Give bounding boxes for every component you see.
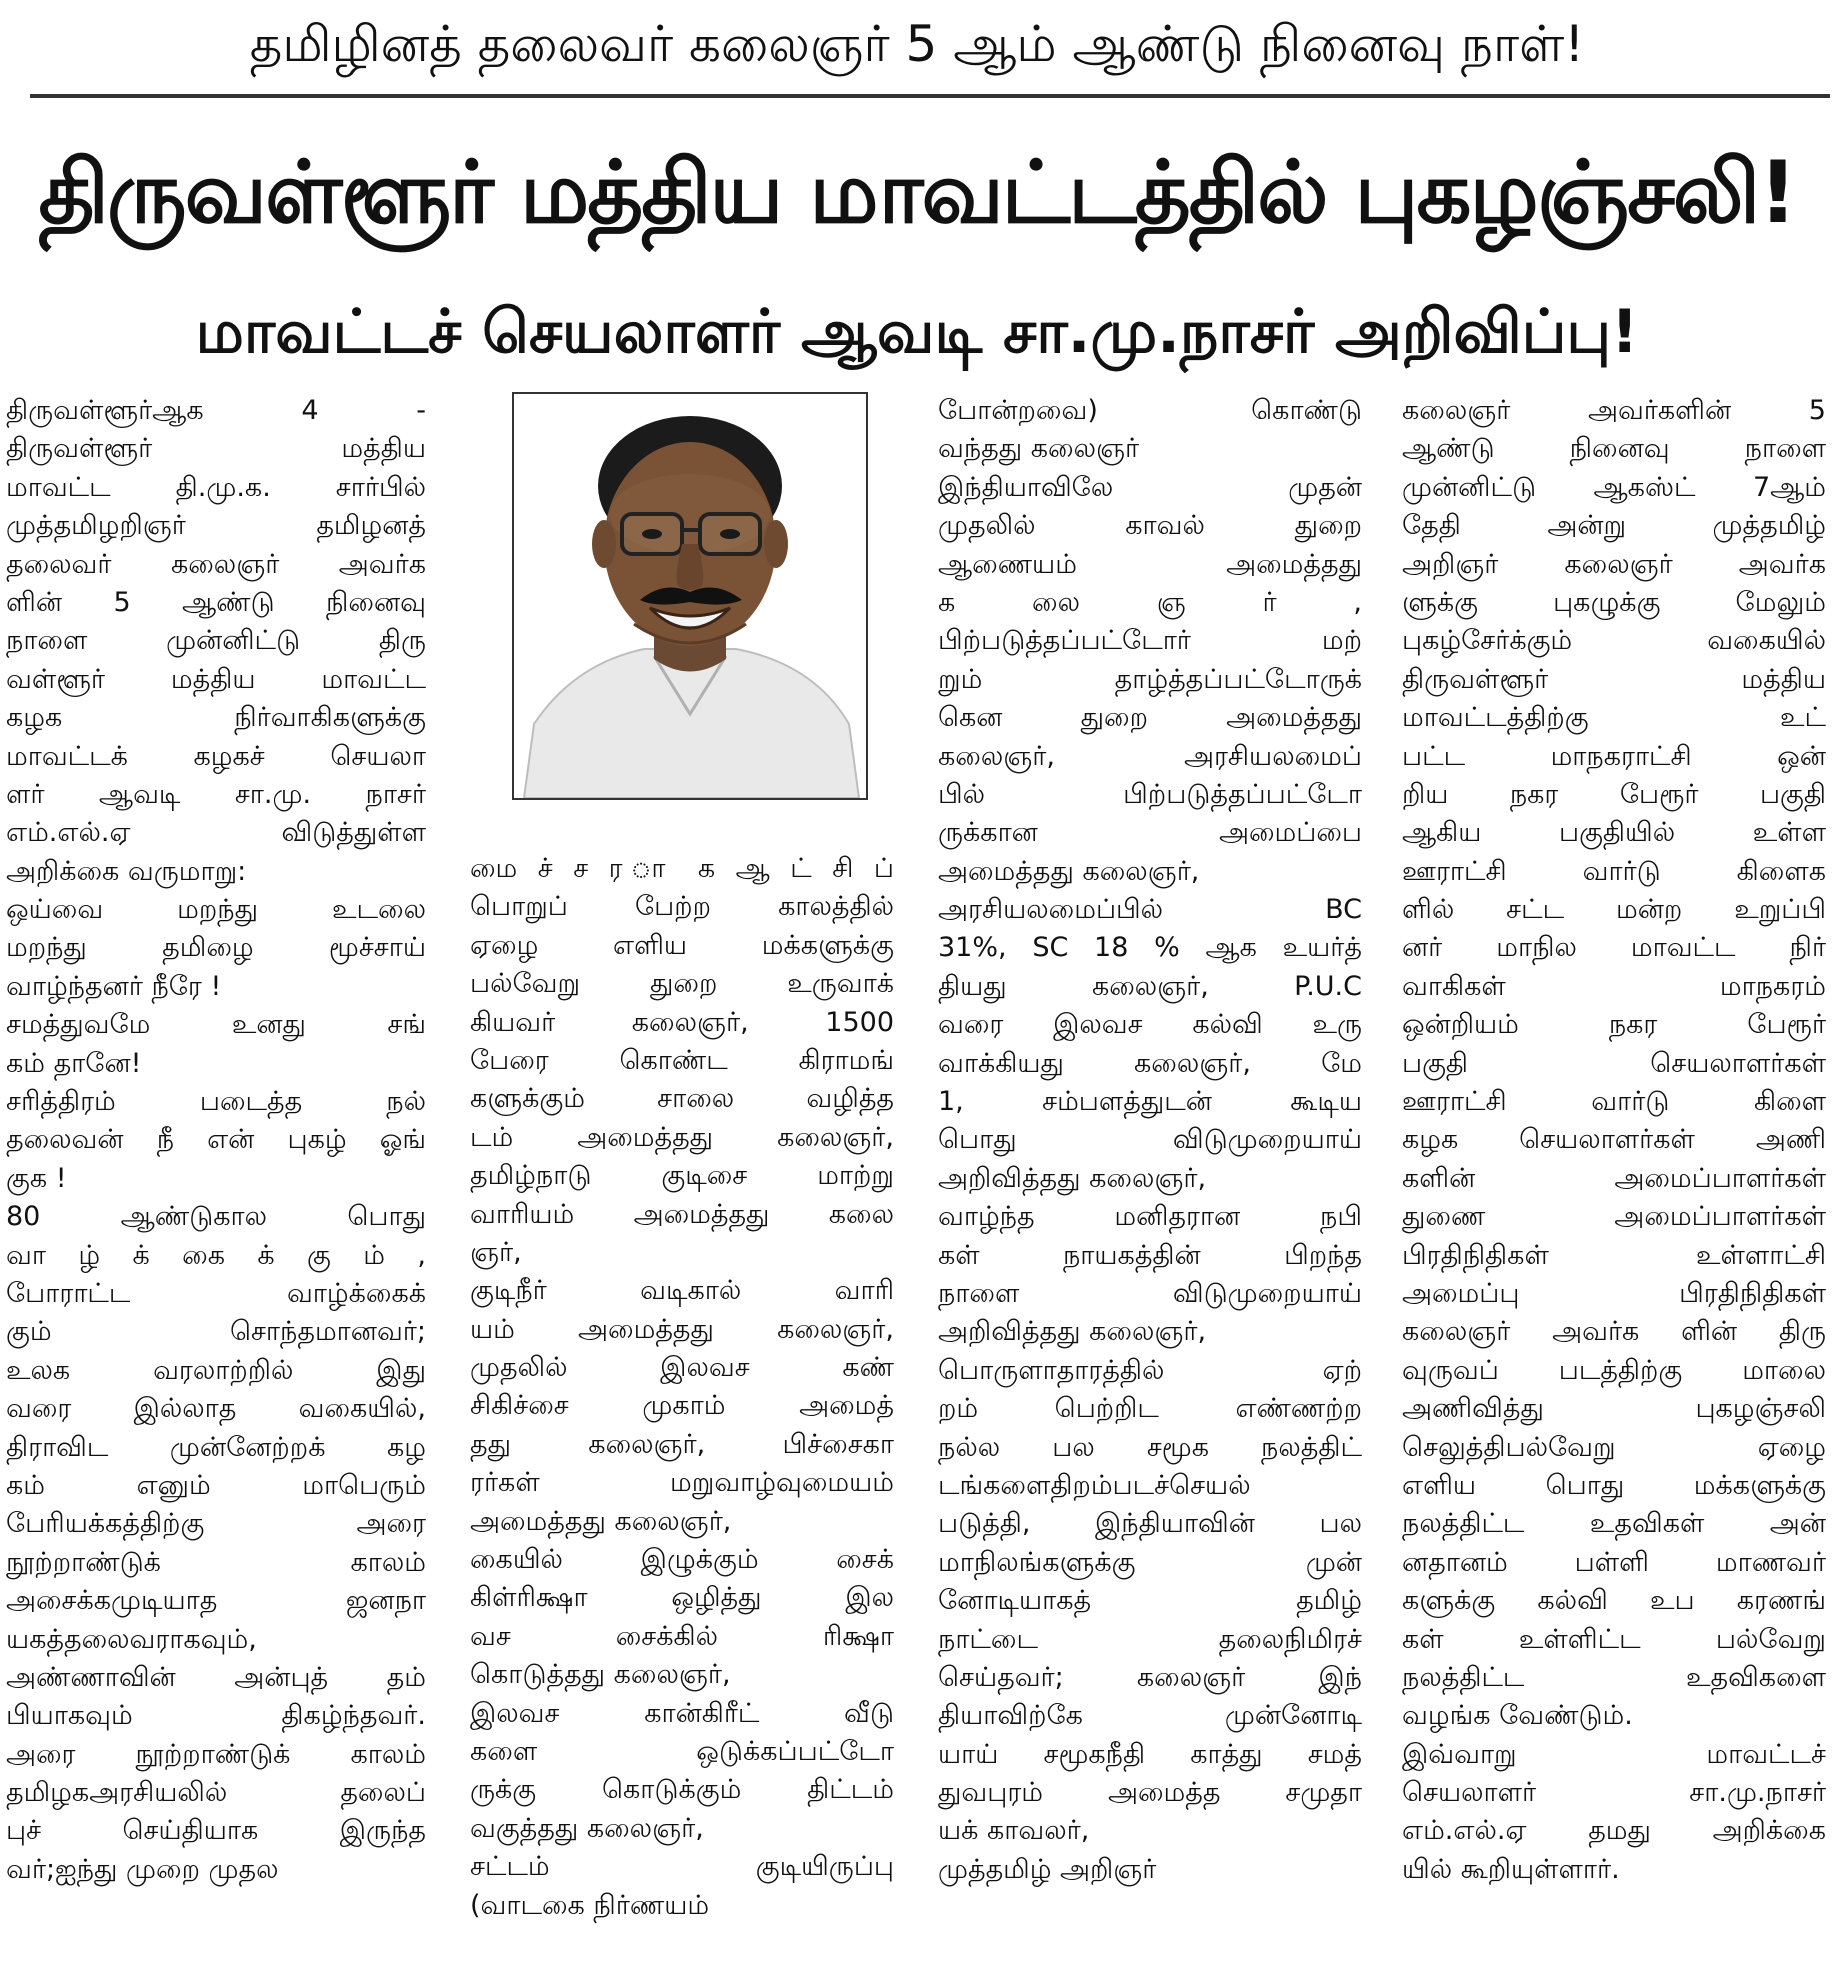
article-line: பட்ட மாநகராட்சி ஒன்	[1402, 740, 1826, 772]
article-line: 80 ஆண்டுகால பொது	[6, 1201, 426, 1233]
article-line: அரை நூற்றாண்டுக் காலம்	[6, 1738, 426, 1770]
article-line: கள் உள்ளிட்ட பல்வேறு	[1402, 1623, 1826, 1655]
article-line: கழக நிர்வாகிகளுக்கு	[6, 702, 426, 734]
article-line: மறந்து தமிழை மூச்சாய்	[6, 932, 426, 964]
article-line: கள் நாயகத்தின் பிறந்த	[938, 1239, 1362, 1271]
article-line: வந்தது கலைஞர்	[938, 433, 1140, 465]
article-line: துணை அமைப்பாளர்கள்	[1402, 1201, 1826, 1233]
article-line: செலுத்திபல்வேறு ஏழை	[1402, 1431, 1826, 1463]
article-line: 31%, SC 18 % ஆக உயர்த்	[938, 932, 1362, 964]
article-column-4	[1402, 392, 1826, 1889]
article-line: (வாடகை நிர்ணயம்	[470, 1889, 710, 1921]
article-line: கையில் இழுக்கும் சைக்	[470, 1544, 894, 1576]
article-line: வரை இலவச கல்வி உரு	[938, 1009, 1362, 1041]
main-headline: திருவள்ளூர் மத்திய மாவட்டத்தில் புகழஞ்சலி!	[38, 143, 1796, 243]
article-line: தமிழகஅரசியலில் தலைப்	[6, 1777, 426, 1809]
article-line: அமைத்தது கலைஞர்,	[470, 1505, 732, 1537]
article-line: பிரதிநிதிகள் உள்ளாட்சி	[1402, 1239, 1826, 1271]
article-line: வாழ்ந்த மனிதரான நபி	[938, 1201, 1362, 1233]
article-line: ளின் 5 ஆண்டு நினைவு	[6, 586, 426, 618]
article-line: யில் கூறியுள்ளார்.	[1402, 1853, 1620, 1885]
article-line: தமிழ்நாடு குடிசை மாற்று	[470, 1160, 894, 1192]
article-line: இவ்வாறு மாவட்டச்	[1402, 1738, 1826, 1770]
article-line: புச் செய்தியாக இருந்த	[6, 1815, 426, 1847]
article-line: அமைப்பு பிரதிநிதிகள்	[1402, 1277, 1826, 1309]
article-line: செய்தவர்; கலைஞர் இந்	[938, 1661, 1362, 1693]
article-line: பில் பிற்படுத்தப்பட்டோ	[938, 778, 1362, 810]
article-line: தேதி அன்று முத்தமிழ்	[1402, 510, 1826, 542]
article-line: களின் அமைப்பாளர்கள்	[1402, 1162, 1826, 1194]
article-line: முத்தமிழறிஞர் தமிழனத்	[6, 510, 426, 542]
article-line: ருக்கு கொடுக்கும் திட்டம்	[470, 1774, 894, 1806]
article-line: சட்டம் குடியிருப்பு	[470, 1851, 894, 1883]
article-line: பியாகவும் திகழ்ந்தவர்.	[6, 1700, 426, 1732]
article-line: நலத்திட்ட உதவிகள் அன்	[1402, 1508, 1826, 1540]
article-line: கம் எனும் மாபெரும்	[6, 1469, 426, 1501]
article-line: நாட்டை தலைநிமிரச்	[938, 1623, 1362, 1655]
article-line: சிகிச்சை முகாம் அமைத்	[470, 1390, 894, 1422]
article-line: றிய நகர பேரூர் பகுதி	[1402, 778, 1826, 810]
article-line: போராட்ட வாழ்க்கைக்	[6, 1277, 426, 1309]
portrait-photo	[512, 392, 868, 800]
article-line: ஞர்,	[470, 1236, 522, 1268]
article-line: ஆணையம் அமைத்தது	[938, 548, 1362, 580]
article-line: மாவட்டத்திற்கு உட்	[1402, 702, 1826, 734]
article-line: னோடியாகத் தமிழ்	[938, 1585, 1362, 1617]
article-line: வாரியம் அமைத்தது கலை	[470, 1198, 894, 1230]
article-line: எளிய பொது மக்களுக்கு	[1402, 1469, 1826, 1501]
article-line: வாழ்ந்தனர் நீரே !	[6, 970, 222, 1002]
article-line: பேரியக்கத்திற்கு அரை	[6, 1508, 426, 1540]
article-line: வாக்கியது கலைஞர், மே	[938, 1047, 1362, 1079]
article-line: அசைக்கமுடியாத ஜனநா	[6, 1585, 426, 1617]
article-line: முத்தமிழ் அறிஞர்	[938, 1853, 1157, 1885]
article-line: திருவள்ளூர் மத்திய	[1402, 663, 1826, 695]
article-line: வள்ளூர் மத்திய மாவட்ட	[6, 663, 426, 695]
article-line: மை ச் ச ர ா க ஆ ட் சி ப்	[470, 853, 894, 884]
article-line: வகுத்தது கலைஞர்,	[470, 1812, 704, 1844]
article-line: அறிஞர் கலைஞர் அவர்க	[1402, 548, 1826, 580]
portrait-image	[514, 394, 866, 798]
article-line: வா ழ் க் கை க் கு ம் ,	[6, 1239, 426, 1271]
article-line: ஏழை எளிய மக்களுக்கு	[470, 929, 894, 961]
article-line: மாவட்ட தி.மு.க. சார்பில்	[6, 471, 426, 503]
article-line: உலக வரலாற்றில் இது	[6, 1354, 426, 1386]
article-line: ளர் ஆவடி சா.மு. நாசர்	[6, 778, 426, 810]
article-line: தலைவன் நீ என் புகழ் ஓங்	[6, 1124, 426, 1156]
article-line: பகுதி செயலாளர்கள்	[1402, 1047, 1826, 1079]
article-line: திருவள்ளூர் மத்திய	[6, 433, 426, 465]
article-line: கும் சொந்தமானவர்;	[6, 1316, 426, 1348]
article-line: மாவட்டக் கழகச் செயலா	[6, 740, 426, 772]
article-line: தலைவர் கலைஞர் அவர்க	[6, 548, 426, 580]
article-line: டம் அமைத்தது கலைஞர்,	[470, 1121, 894, 1153]
article-column-3	[938, 392, 1362, 1889]
article-line: களை ஒடுக்கப்பட்டோ	[470, 1735, 894, 1767]
article-line: ஒய்வை மறந்து உடலை	[6, 894, 426, 926]
article-line: னர் மாநில மாவட்ட நிர்	[1402, 932, 1826, 964]
article-line: டங்களைதிறம்படச்செயல்	[938, 1469, 1251, 1501]
article-line: முதலில் இலவச கண்	[470, 1352, 894, 1384]
article-line: னதானம் பள்ளி மாணவர்	[1402, 1546, 1826, 1578]
article-line: நாளை முன்னிட்டு திரு	[6, 625, 426, 657]
article-line: யாய் சமூகநீதி காத்து சமத்	[938, 1738, 1362, 1770]
article-line: அணிவித்து புகழஞ்சலி	[1402, 1393, 1826, 1425]
article-line: அமைத்தது கலைஞர்,	[938, 855, 1200, 887]
kicker-headline: தமிழினத் தலைவர் கலைஞர் 5 ஆம் ஆண்டு நினைவு நாள்!	[249, 15, 1585, 73]
article-line: அறிவித்தது கலைஞர்,	[938, 1162, 1207, 1194]
article-line: 1, சம்பளத்துடன் கூடிய	[938, 1086, 1362, 1118]
article-line: எம்.எல்.ஏ விடுத்துள்ள	[6, 817, 426, 849]
article-line: வழங்க வேண்டும்.	[1402, 1700, 1633, 1732]
article-line: ளில் சட்ட மன்ற உறுப்பி	[1402, 894, 1826, 926]
article-line: பேரை கொண்ட கிராமங்	[470, 1044, 894, 1076]
article-line: வரை இல்லாத வகையில்,	[6, 1393, 426, 1425]
article-line: எம்.எல்.ஏ தமது அறிக்கை	[1402, 1815, 1826, 1847]
article-line: வர்;ஐந்து முறை முதல	[6, 1853, 279, 1885]
article-line: கியவர் கலைஞர், 1500	[470, 1006, 894, 1038]
article-line: தியாவிற்கே முன்னோடி	[938, 1700, 1362, 1732]
sub-headline: மாவட்டச் செயலாளர் ஆவடி சா.மு.நாசர் அறிவிப்பு!	[195, 297, 1639, 367]
article-line: பொது விடுமுறையாய்	[938, 1124, 1362, 1156]
article-line: ளுக்கு புகழுக்கு மேலும்	[1402, 586, 1826, 618]
article-line: யக் காவலர்,	[938, 1815, 1090, 1847]
article-line: வுருவப் படத்திற்கு மாலை	[1402, 1354, 1826, 1386]
article-line: நாளை விடுமுறையாய்	[938, 1277, 1362, 1309]
article-line: கலைஞர் அவர்களின் 5	[1402, 395, 1826, 426]
article-line: தது கலைஞர், பிச்சைகா	[470, 1428, 894, 1460]
article-line: திராவிட முன்னேற்றக் கழ	[6, 1431, 426, 1463]
article-line: புகழ்சேர்க்கும் வகையில்	[1402, 625, 1826, 657]
article-line: கலைஞர், அரசியலமைப்	[938, 740, 1362, 772]
article-line: அரசியலமைப்பில் BC	[938, 894, 1362, 926]
article-line: றம் பெற்றிட எண்ணற்ற	[938, 1393, 1362, 1425]
article-line: குடிநீர் வடிகால் வாரி	[470, 1275, 894, 1307]
article-line: ஆகிய பகுதியில் உள்ள	[1402, 817, 1826, 849]
article-line: பொருளாதாரத்தில் ஏற்	[938, 1354, 1362, 1386]
article-line: செயலாளர் சா.மு.நாசர்	[1402, 1777, 1826, 1809]
article-line: பல்வேறு துறை உருவாக்	[470, 968, 894, 1000]
article-line: நலத்திட்ட உதவிகளை	[1402, 1661, 1826, 1693]
article-line: யகத்தலைவராகவும்,	[6, 1623, 257, 1655]
article-line: சரித்திரம் படைத்த நல்	[6, 1086, 426, 1118]
article-line: கம் தானே!	[6, 1047, 142, 1079]
article-line: இலவச கான்கிரீட் வீடு	[470, 1697, 894, 1729]
article-line: போன்றவை) கொண்டு	[938, 395, 1362, 426]
article-line: குக !	[6, 1162, 67, 1194]
article-line: களுக்கும் சாலை வழித்த	[470, 1083, 894, 1115]
article-line: நூற்றாண்டுக் காலம்	[6, 1546, 426, 1578]
article-line: கலைஞர் அவர்க ளின் திரு	[1402, 1316, 1826, 1348]
article-line: கொடுத்தது கலைஞர்,	[470, 1659, 731, 1691]
article-line: றும் தாழ்த்தப்பட்டோருக்	[938, 663, 1362, 695]
article-line: வச சைக்கில் ரிக்ஷா	[470, 1620, 894, 1652]
article-line: ஊராட்சி வார்டு கிளை	[1402, 1086, 1826, 1118]
article-line: அறிவித்தது கலைஞர்,	[938, 1316, 1207, 1348]
article-line: ருக்கான அமைப்பை	[938, 817, 1362, 849]
article-line: வாகிகள் மாநகரம்	[1402, 970, 1826, 1002]
article-line: அண்ணாவின் அன்புத் தம்	[6, 1661, 426, 1693]
article-line: தியது கலைஞர், P.U.C	[938, 970, 1362, 1002]
article-line: களுக்கு கல்வி உப கரணங்	[1402, 1585, 1826, 1617]
article-line: ஊராட்சி வார்டு கிளைக	[1402, 855, 1826, 887]
divider-rule	[30, 94, 1830, 98]
article-line: நல்ல பல சமூக நலத்திட்	[938, 1431, 1362, 1463]
article-line: கிள்ரிக்ஷா ஒழித்து இல	[470, 1582, 894, 1614]
article-line: படுத்தி, இந்தியாவின் பல	[938, 1508, 1362, 1540]
article-line: திருவள்ளூர்ஆக 4 -	[6, 395, 426, 426]
article-line: அறிக்கை வருமாறு:	[6, 855, 247, 887]
article-line: ஒன்றியம் நகர பேரூர்	[1402, 1009, 1826, 1041]
article-line: முதலில் காவல் துறை	[938, 510, 1362, 542]
article-line: க லை ஞ ர் ,	[938, 586, 1362, 618]
article-line: இந்தியாவிலே முதன்	[938, 471, 1362, 503]
article-column-1	[6, 392, 426, 1889]
article-line: பிற்படுத்தப்பட்டோர் மற்	[938, 625, 1362, 657]
article-line: பொறுப் பேற்ற காலத்தில்	[470, 891, 894, 923]
article-line: துவபுரம் அமைத்த சமுதா	[938, 1777, 1362, 1809]
article-column-2	[470, 850, 894, 1925]
article-line: முன்னிட்டு ஆகஸ்ட் 7ஆம்	[1402, 471, 1826, 503]
article-line: கழக செயலாளர்கள் அணி	[1402, 1124, 1826, 1156]
article-line: ரர்கள் மறுவாழ்வுமையம்	[470, 1467, 894, 1499]
article-line: கென துறை அமைத்தது	[938, 702, 1362, 734]
article-line: யம் அமைத்தது கலைஞர்,	[470, 1313, 894, 1345]
article-line: சமத்துவமே உனது சங்	[6, 1009, 426, 1041]
article-line: ஆண்டு நினைவு நாளை	[1402, 433, 1826, 465]
article-line: மாநிலங்களுக்கு முன்	[938, 1546, 1362, 1578]
